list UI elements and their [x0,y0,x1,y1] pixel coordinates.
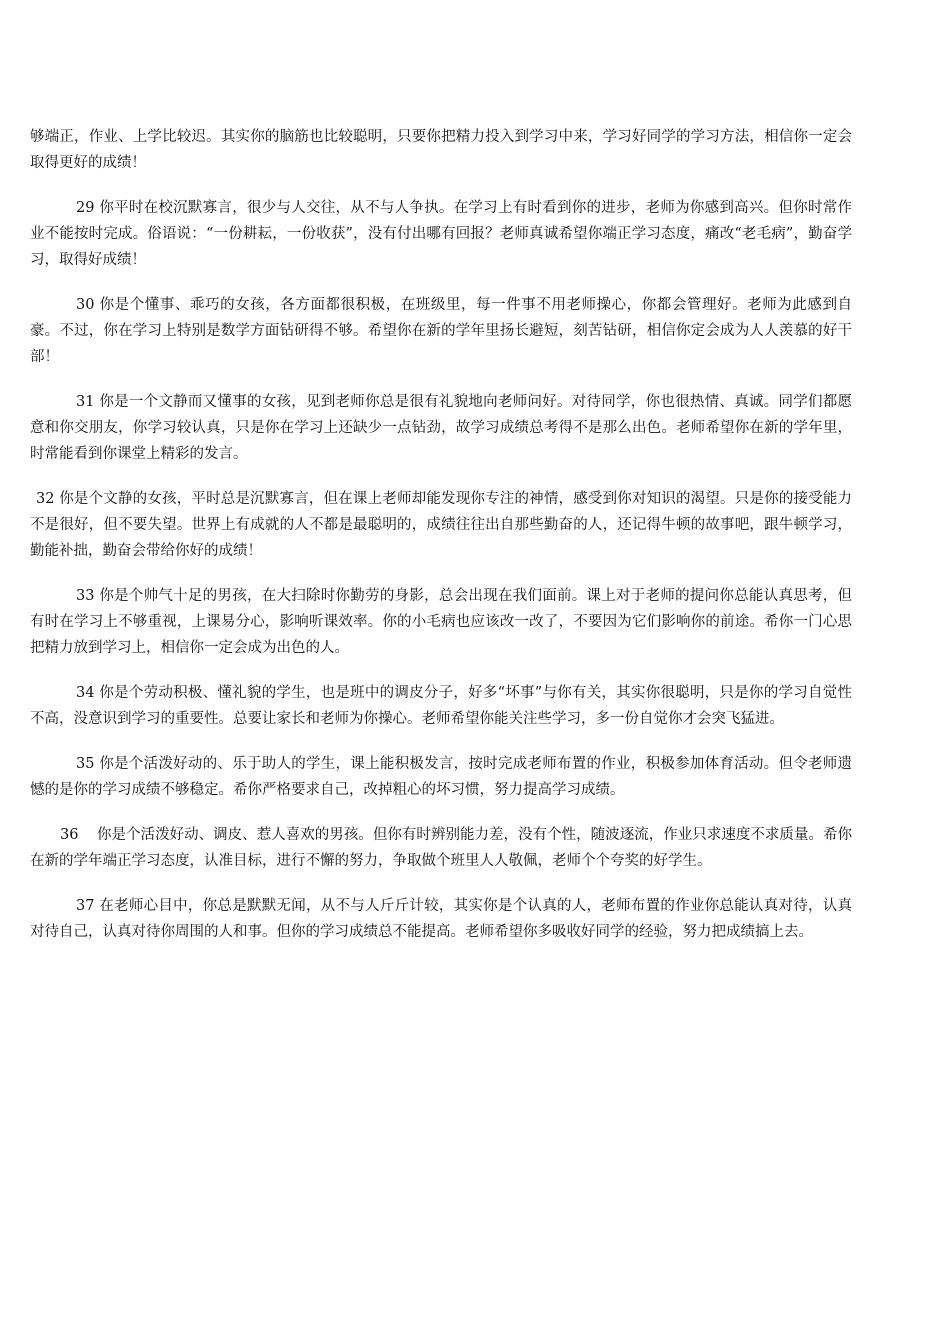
comment-number: 36 [60,827,79,843]
comment-text: 你是个懂事、乖巧的女孩，各方面都很积极，在班级里，每一件事不用老师操心，你都会管理好。老师为此感到自豪。不过，你在学习上特别是数学方面钻研得不够。希望你在新的学年里扬长避短，刻苦钻研，相信你定会成为人人羡慕的好干部！ [30,297,852,365]
comment-text: 你是个劳动积极、懂礼貌的学生，也是班中的调皮分子，好多“坏事”与你有关，其实你很聪明，只是你的学习自觉性不高，没意识到学习的重要性。总要让家长和老师为你操心。老师希望你能关注些学习，多一份自觉你才会突飞猛进。 [30,685,853,727]
comment-31 [30,389,852,467]
comment-number: 32 [36,491,55,507]
comment-number: 29 [76,200,95,216]
comment-32 [30,486,852,564]
comment-text: 你平时在校沉默寡言，很少与人交往，从不与人争执。在学习上有时看到你的进步，老师为你感到高兴。但你时常作业不能按时完成。俗语说：“一份耕耘，一份收获”，没有付出哪有回报？老师真诚希望你端正学习态度，痛改“老毛病”，勤奋学习，取得好成绩！ [30,200,852,268]
comment-number: 30 [76,297,95,313]
comment-text: 在老师心目中，你总是默默无闻，从不与人斤斤计较，其实你是个认真的人，老师布置的作业你总能认真对待，认真对待自己，认真对待你周围的人和事。但你的学习成绩总不能提高。老师希望你多吸收好同学的经验，努力把成绩搞上去。 [30,898,852,940]
comment-number: 37 [76,898,95,914]
comment-text: 你是一个文静而又懂事的女孩，见到老师你总是很有礼貌地向老师问好。对待同学，你也很热情、真诚。同学们都愿意和你交朋友，你学习较认真，只是你在学习上还缺少一点钻劲，故学习成绩总考得不是那么出色。老师希望你在新的学年里，时常能看到你课堂上精彩的发言。 [30,394,852,462]
comment-continuation [30,124,852,176]
comment-number: 31 [76,394,95,410]
comment-text: 够端正，作业、上学比较迟。其实你的脑筋也比较聪明，只要你把精力投入到学习中来，学习好同学的学习方法，相信你一定会取得更好的成绩！ [30,129,852,171]
comment-37 [30,893,852,945]
document-page [30,124,852,964]
comment-36 [30,822,852,874]
comment-33 [30,583,852,661]
comment-number: 35 [76,756,95,772]
comment-text: 你是个帅气十足的男孩，在大扫除时你勤劳的身影，总会出现在我们面前。课上对于老师的提问你总能认真思考，但有时在学习上不够重视，上课易分心，影响听课效率。你的小毛病也应该改一改了，不要因为它们影响你的前途。希你一门心思把精力放到学习上，相信你一定会成为出色的人。 [30,588,852,656]
comment-number: 33 [76,588,95,604]
comment-text: 你是个文静的女孩，平时总是沉默寡言，但在课上老师却能发现你专注的神情，感受到你对知识的渴望。只是你的接受能力不是很好，但不要失望。世界上有成就的人不都是最聪明的，成绩往往出自那些勤奋的人，还记得牛顿的故事吧，跟牛顿学习，勤能补拙，勤奋会带给你好的成绩！ [30,491,852,559]
comment-text: 你是个活泼好动的、乐于助人的学生，课上能积极发言，按时完成老师布置的作业，积极参加体育活动。但令老师遗憾的是你的学习成绩不够稳定。希你严格要求自己，改掉粗心的坏习惯，努力提高学习成绩。 [30,756,852,798]
comment-29 [30,195,852,273]
comment-text: 你是个活泼好动、调皮、惹人喜欢的男孩。但你有时辨别能力差，没有个性，随波逐流，作业只求速度不求质量。希你在新的学年端正学习态度，认准目标，进行不懈的努力，争取做个班里人人敬佩，老师个个夸奖的好学生。 [30,827,853,869]
comment-30 [30,292,852,370]
comment-35 [30,751,852,803]
comment-number: 34 [76,685,95,701]
comment-34 [30,680,852,732]
